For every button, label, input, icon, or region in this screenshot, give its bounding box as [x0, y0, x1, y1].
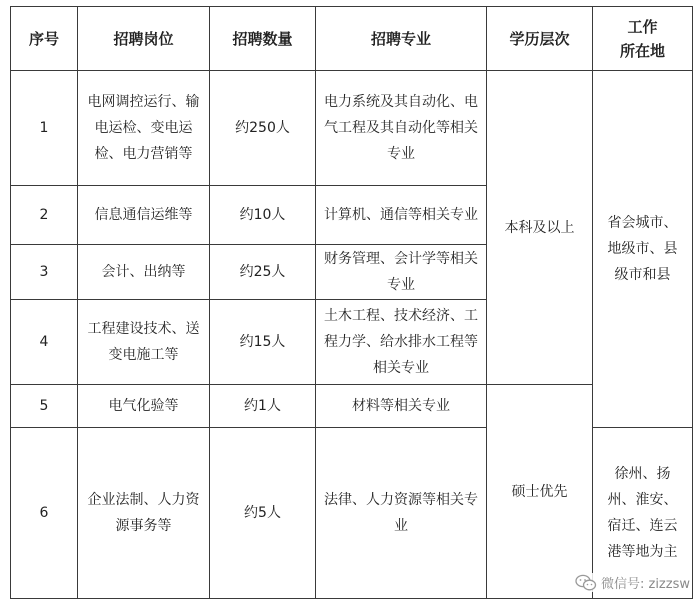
- serial-number-cell: 4: [11, 300, 78, 385]
- wechat-watermark: [575, 573, 690, 592]
- table-row: [11, 385, 693, 428]
- quantity-cell: 约15人: [210, 300, 316, 385]
- header-location: 工作 所在地: [593, 7, 693, 71]
- position-cell: 电气化验等: [78, 385, 210, 428]
- position-cell: 工程建设技术、送变电施工等: [78, 300, 210, 385]
- location-cell-group2: 徐州、扬州、淮安、宿迁、连云港等地为主: [593, 428, 693, 599]
- quantity-cell: 约1人: [210, 385, 316, 428]
- header-serial-number: 序号: [11, 7, 78, 71]
- serial-number-cell: 6: [11, 428, 78, 599]
- quantity-cell: 约25人: [210, 245, 316, 300]
- position-cell: 会计、出纳等: [78, 245, 210, 300]
- major-cell: 材料等相关专业: [316, 385, 487, 428]
- major-cell: 财务管理、会计学等相关专业: [316, 245, 487, 300]
- header-education: 学历层次: [487, 7, 593, 71]
- recruitment-table: [10, 6, 693, 599]
- major-cell: 计算机、通信等相关专业: [316, 186, 487, 245]
- table-row: [11, 71, 693, 186]
- table-header-row: [11, 7, 693, 71]
- header-major: 招聘专业: [316, 7, 487, 71]
- serial-number-cell: 1: [11, 71, 78, 186]
- quantity-cell: 约5人: [210, 428, 316, 599]
- quantity-cell: 约10人: [210, 186, 316, 245]
- header-position: 招聘岗位: [78, 7, 210, 71]
- major-cell: 法律、人力资源等相关专业: [316, 428, 487, 599]
- location-cell-group1: 省会城市、地级市、县级市和县: [593, 71, 693, 428]
- major-cell: 土木工程、技术经济、工程力学、给水排水工程等相关专业: [316, 300, 487, 385]
- position-cell: 企业法制、人力资源事务等: [78, 428, 210, 599]
- education-cell-master: 硕士优先: [487, 385, 593, 599]
- wechat-icon: [575, 574, 597, 592]
- serial-number-cell: 3: [11, 245, 78, 300]
- position-cell: 电网调控运行、输电运检、变电运检、电力营销等: [78, 71, 210, 186]
- serial-number-cell: 2: [11, 186, 78, 245]
- watermark-text: 微信号: zizzsw: [600, 577, 690, 592]
- serial-number-cell: 5: [11, 385, 78, 428]
- major-cell: 电力系统及其自动化、电气工程及其自动化等相关专业: [316, 71, 487, 186]
- quantity-cell: 约250人: [210, 71, 316, 186]
- education-cell-bachelor: 本科及以上: [487, 71, 593, 385]
- position-cell: 信息通信运维等: [78, 186, 210, 245]
- header-quantity: 招聘数量: [210, 7, 316, 71]
